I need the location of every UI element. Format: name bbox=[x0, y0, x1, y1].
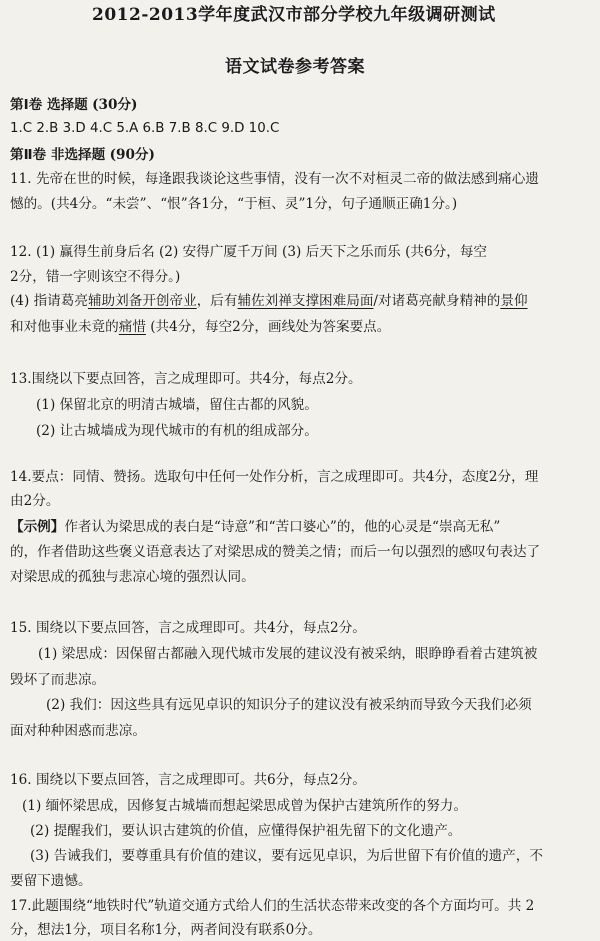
q16-line4: (3) 告诫我们，要尊重具有价值的建议，要有远见卓识，为后世留下有价值的遗产，不 bbox=[30, 848, 543, 864]
q12-line4 bbox=[10, 318, 390, 336]
q12-line4-a: 和对他事业未竟的 bbox=[10, 319, 119, 335]
q14-line3-text: 作者认为梁思成的表白是“诗意”和“苦口婆心”的，他的心灵是“崇高无私” bbox=[64, 519, 501, 535]
q11-line1: 11. 先帝在世的时候，每逢跟我谈论这些事情，没有一次不对桓灵二帝的做法感到痛心遗 bbox=[10, 171, 539, 187]
q16-line3: (2) 提醒我们，要认识古建筑的价值，应懂得保护祖先留下的文化遗产。 bbox=[30, 823, 462, 839]
q17-line1: 17.此题围绕“地铁时代”轨道交通方式给人们的生活状态带来改变的各个方面均可。共 2 bbox=[10, 898, 535, 914]
q12-line3-c: /对诸葛亮献身精神的 bbox=[373, 293, 501, 309]
q13-line3: (2) 让古城墙成为现代城市的有机的组成部分。 bbox=[36, 423, 318, 439]
part1-label: 第Ⅰ卷 选择题 bbox=[10, 97, 88, 113]
q15-line3: 毁坏了而悲凉。 bbox=[10, 672, 106, 688]
q16-line5: 要留下遗憾。 bbox=[10, 873, 92, 889]
part1-header bbox=[10, 96, 137, 114]
q15-line4: (2) 我们：因这些具有远见卓识的知识分子的建议没有被采纳而导致今天我们必须 bbox=[46, 697, 532, 713]
part1-answers: 1.C 2.B 3.D 4.C 5.A 6.B 7.B 8.C 9.D 10.C bbox=[10, 121, 280, 136]
q16-line2: (1) 缅怀梁思成，因修复古城墙而想起梁思成曾为保护古建筑所作的努力。 bbox=[22, 798, 467, 814]
q16-line1: 16. 围绕以下要点回答，言之成理即可。共6分，每点2分。 bbox=[10, 772, 366, 788]
part2-header bbox=[10, 146, 155, 164]
q17-line2: 分，想法1分，项目名称1分，两者间没有联系0分。 bbox=[10, 922, 322, 938]
q15-line5: 面对种种困惑而悲凉。 bbox=[10, 723, 146, 739]
q14-line5: 对梁思成的孤独与悲凉心境的强烈认同。 bbox=[10, 569, 255, 585]
q15-line1: 15. 围绕以下要点回答，言之成理即可。共4分，每点2分。 bbox=[10, 620, 366, 636]
document-subtitle: 语文试卷参考答案 bbox=[225, 57, 365, 77]
q14-line3 bbox=[10, 518, 500, 536]
q12-key-point-2: 辅佐刘禅支撑困难局面 bbox=[237, 293, 374, 309]
q12-line3 bbox=[10, 292, 528, 310]
q12-key-point-3: 景仰 bbox=[500, 293, 528, 309]
q12-key-point-1: 辅助刘备开创帝业 bbox=[87, 293, 197, 309]
q13-line2: (1) 保留北京的明清古城墙，留住古都的风貌。 bbox=[36, 397, 318, 413]
q12-line3-a: (4) 指请葛亮 bbox=[10, 293, 88, 309]
q12-line3-b: ，后有 bbox=[196, 293, 238, 309]
q12-line1: 12. (1) 赢得生前身后名 (2) 安得广厦千万间 (3) 后天下之乐而乐 (共6分，每空 bbox=[10, 244, 488, 260]
q12-line4-b: (共4分，每空2分，画线处为答案要点。 bbox=[145, 319, 391, 335]
q14-line1: 14.要点：同情、赞扬。选取句中任何一处作分析，言之成理即可。共4分，态度2分，理 bbox=[10, 469, 539, 485]
q14-line2: 由2分。 bbox=[10, 493, 60, 509]
q15-line2: (1) 梁思成：因保留古都融入现代城市发展的建议没有被采纳，眼睁睁看着古建筑被 bbox=[38, 646, 538, 662]
q11-line2: 憾的。(共4分。“未尝”、“恨”各1分，“于桓、灵”1分，句子通顺正确1分。) bbox=[10, 196, 458, 212]
part2-score: (90分) bbox=[109, 147, 155, 163]
q12-line2: 2分，错一字则该空不得分。) bbox=[10, 269, 181, 285]
q13-line1: 13.围绕以下要点回答，言之成理即可。共4分，每点2分。 bbox=[10, 371, 362, 387]
document-title: 2012-2013学年度武汉市部分学校九年级调研测试 bbox=[92, 5, 496, 25]
part1-score: (30分) bbox=[92, 97, 138, 113]
q14-line4: 的，作者借助这些褒义语意表达了对梁思成的赞美之情；而后一句以强烈的感叹句表达了 bbox=[10, 544, 541, 560]
q12-key-point-4: 痛惜 bbox=[118, 319, 146, 335]
q14-example-label: 【示例】 bbox=[10, 519, 65, 535]
part2-label: 第Ⅱ卷 非选择题 bbox=[10, 147, 106, 163]
